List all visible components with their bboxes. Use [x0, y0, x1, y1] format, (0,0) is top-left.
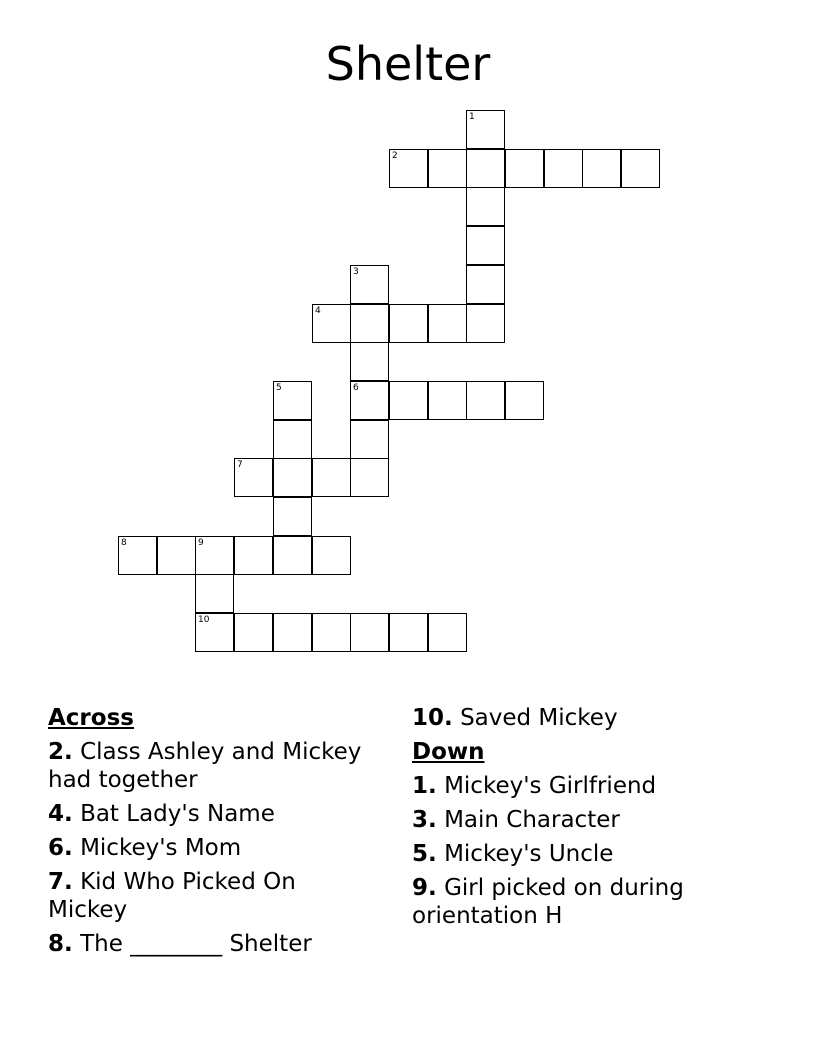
clue-number: 8.: [48, 931, 73, 957]
grid-cell[interactable]: [389, 304, 428, 343]
grid-cell[interactable]: [466, 110, 505, 149]
grid-cell[interactable]: [389, 149, 428, 188]
grid-cell[interactable]: [273, 420, 312, 459]
clue-across-10: [412, 704, 742, 732]
cell-number: 6: [353, 383, 359, 393]
grid-cell[interactable]: [466, 381, 505, 420]
grid-cell[interactable]: [544, 149, 583, 188]
grid-cell[interactable]: [273, 613, 312, 652]
grid-cell[interactable]: [118, 536, 157, 575]
grid-cell[interactable]: [195, 536, 234, 575]
grid-cell[interactable]: [312, 613, 351, 652]
grid-cell[interactable]: [273, 458, 312, 497]
grid-cell[interactable]: [505, 381, 544, 420]
cell-number: 8: [121, 538, 127, 548]
clue-down-5: [412, 840, 742, 868]
grid-cell[interactable]: [428, 381, 467, 420]
clues-right-column: [412, 704, 742, 936]
clue-number: 10.: [412, 705, 453, 731]
cell-number: 4: [315, 306, 321, 316]
grid-cell[interactable]: [428, 149, 467, 188]
grid-cell[interactable]: [350, 381, 389, 420]
grid-cell[interactable]: [312, 458, 351, 497]
clue-number: 7.: [48, 869, 73, 895]
clue-text: Mickey's Girlfriend: [444, 773, 657, 799]
grid-cell[interactable]: [273, 536, 312, 575]
clue-number: 3.: [412, 807, 437, 833]
grid-cell[interactable]: [466, 187, 505, 226]
grid-cell[interactable]: [350, 304, 389, 343]
grid-cell[interactable]: [350, 265, 389, 304]
clue-text: Mickey's Uncle: [444, 841, 614, 867]
clue-across-7: [48, 868, 378, 924]
down-heading: Down: [412, 739, 485, 765]
across-heading: Across: [48, 705, 134, 731]
clue-across-6: [48, 834, 378, 862]
clue-text: Class Ashley and Mickey had together: [48, 739, 362, 793]
grid-cell[interactable]: [234, 536, 273, 575]
clue-text: Bat Lady's Name: [80, 801, 275, 827]
cell-number: 3: [353, 267, 359, 277]
grid-cell[interactable]: [466, 304, 505, 343]
grid-cell[interactable]: [312, 536, 351, 575]
grid-cell[interactable]: [195, 613, 234, 652]
grid-cell[interactable]: [350, 342, 389, 381]
clue-across-8: [48, 930, 378, 958]
clue-text: Girl picked on during orientation H: [412, 875, 684, 929]
cell-number: 10: [198, 615, 210, 625]
puzzle-title: Shelter: [325, 37, 491, 91]
clue-number: 4.: [48, 801, 73, 827]
cell-number: 1: [469, 112, 475, 122]
grid-cell[interactable]: [234, 458, 273, 497]
cell-number: 7: [237, 460, 243, 470]
grid-cell[interactable]: [157, 536, 196, 575]
grid-cell[interactable]: [350, 420, 389, 459]
grid-cell[interactable]: [428, 613, 467, 652]
grid-cell[interactable]: [428, 304, 467, 343]
grid-cell[interactable]: [273, 381, 312, 420]
grid-cell[interactable]: [505, 149, 544, 188]
grid-cell[interactable]: [466, 265, 505, 304]
clue-down-9: [412, 874, 742, 930]
clues-left-column: [48, 704, 378, 964]
grid-cell[interactable]: [195, 574, 234, 613]
grid-cell[interactable]: [350, 458, 389, 497]
clue-down-3: [412, 806, 742, 834]
clue-number: 6.: [48, 835, 73, 861]
cell-number: 9: [198, 538, 204, 548]
clue-number: 1.: [412, 773, 437, 799]
clue-across-2: [48, 738, 378, 794]
clue-text: Main Character: [444, 807, 620, 833]
clue-text: Kid Who Picked On Mickey: [48, 869, 296, 923]
grid-cell[interactable]: [350, 613, 389, 652]
grid-cell[interactable]: [312, 304, 351, 343]
clue-text: The ________ Shelter: [80, 931, 312, 957]
grid-cell[interactable]: [234, 613, 273, 652]
cell-number: 2: [392, 151, 398, 161]
clue-across-4: [48, 800, 378, 828]
grid-cell[interactable]: [273, 497, 312, 536]
clue-number: 2.: [48, 739, 73, 765]
clue-number: 5.: [412, 841, 437, 867]
grid-cell[interactable]: [389, 613, 428, 652]
clue-number: 9.: [412, 875, 437, 901]
grid-cell[interactable]: [466, 226, 505, 265]
grid-cell[interactable]: [466, 149, 505, 188]
cell-number: 5: [276, 383, 282, 393]
grid-cell[interactable]: [582, 149, 621, 188]
clue-down-1: [412, 772, 742, 800]
grid-cell[interactable]: [389, 381, 428, 420]
clue-text: Mickey's Mom: [80, 835, 242, 861]
grid-cell[interactable]: [621, 149, 660, 188]
clue-text: Saved Mickey: [460, 705, 618, 731]
